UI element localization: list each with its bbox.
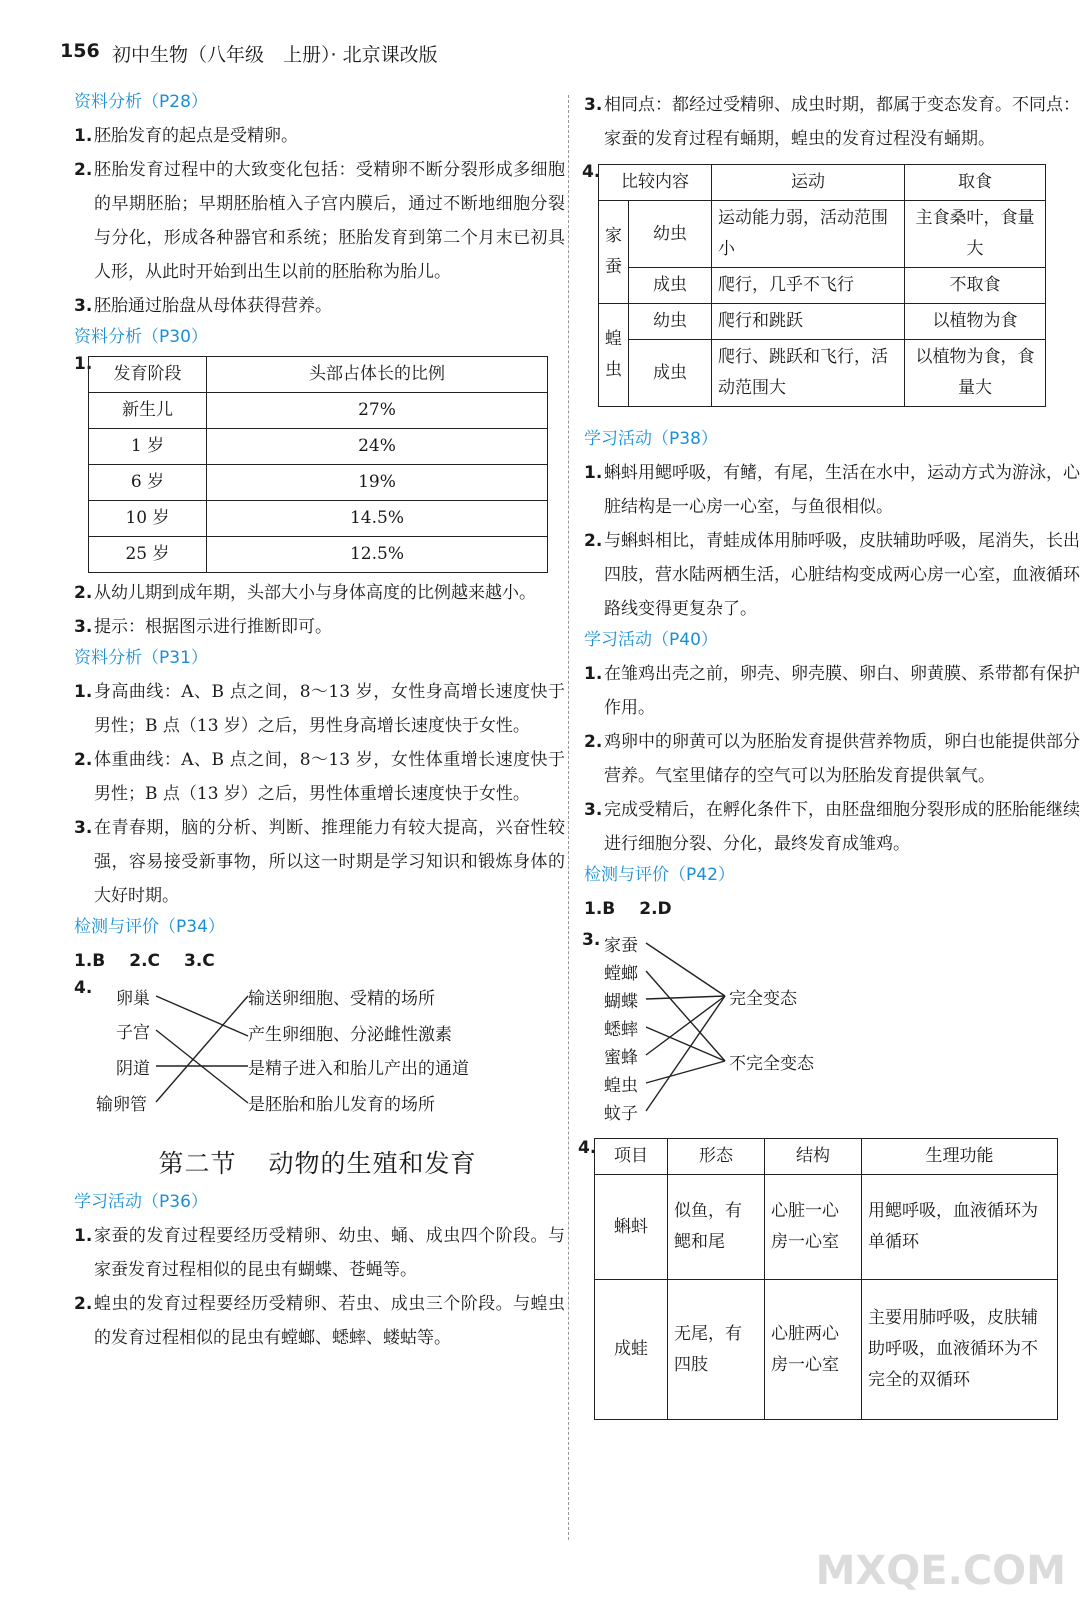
table-cell: 爬行，几乎不飞行 [712, 268, 905, 304]
silkworm-locust-table [598, 164, 1046, 407]
table-cell: 25 岁 [89, 537, 207, 573]
match-left-item: 输卵管 [96, 1095, 147, 1115]
item-number: 3. [74, 296, 93, 316]
table-row [599, 340, 1046, 407]
watermark: MXQE.COM [815, 1548, 1066, 1594]
item-number: 4. [74, 978, 93, 998]
table-cell: 蝗虫 [599, 304, 629, 407]
left-column [70, 88, 565, 1355]
answer-item [584, 657, 1080, 725]
table-cell: 1 岁 [89, 429, 207, 465]
table-cell: 幼虫 [629, 201, 712, 268]
match-right-item: 输送卵细胞、受精的场所 [248, 989, 435, 1009]
section-title: 资料分析（P28） [74, 92, 208, 112]
table-cell: 运动能力弱，活动范围小 [712, 201, 905, 268]
answer-item [584, 524, 1080, 626]
match-left-item: 阴道 [116, 1059, 150, 1079]
item-number: 3. [74, 617, 93, 637]
table-cell: 不取食 [905, 268, 1046, 304]
table-row [599, 268, 1046, 304]
table-cell: 以植物为食 [905, 304, 1046, 340]
match-right-item: 是精子进入和胎儿产出的通道 [248, 1059, 469, 1079]
table-row [599, 201, 1046, 268]
item-text: 蝗虫的发育过程要经历受精卵、若虫、成虫三个阶段。与蝗虫的发育过程相似的昆虫有螳螂、蟋蟀、蝼蛄等。 [94, 1294, 565, 1348]
table-cell: 似鱼，有鳃和尾 [668, 1175, 765, 1280]
item-number: 1. [74, 354, 93, 374]
table-cell: 爬行和跳跃 [712, 304, 905, 340]
head-ratio-table-block [70, 354, 565, 576]
comparison-table-block [580, 160, 1080, 425]
frog-table-block [580, 1138, 1080, 1428]
table-cell: 家蚕 [599, 201, 629, 304]
answer-item [584, 88, 1080, 156]
answer-item [74, 119, 565, 153]
choice-answers [584, 892, 1080, 926]
table-cell: 无尾，有四肢 [668, 1280, 765, 1420]
item-number: 1. [74, 126, 93, 146]
insect-label: 蚊子 [604, 1104, 638, 1124]
item-number: 3. [584, 95, 603, 115]
item-text: 蝌蚪用鳃呼吸，有鳍，有尾，生活在水中，运动方式为游泳，心脏结构是一心房一心室，与鱼很相似。 [604, 463, 1080, 517]
item-number: 2. [584, 732, 603, 752]
item-number: 3. [582, 930, 601, 950]
item-number: 2. [74, 1294, 93, 1314]
table-cell: 心脏两心房一心室 [765, 1280, 862, 1420]
item-text: 身高曲线：A、B 点之间，8～13 岁，女性身高增长速度快于男性；B 点（13 岁）之后，男性身高增长速度快于女性。 [94, 682, 565, 736]
item-text: 从幼儿期到成年期，头部大小与身体高度的比例越来越小。 [94, 583, 536, 603]
table-cell: 新生儿 [89, 393, 207, 429]
section-title: 资料分析（P31） [74, 648, 208, 668]
answer-item [74, 610, 565, 644]
section-heading [70, 1144, 565, 1180]
matching-diagram [70, 978, 565, 1128]
item-text: 体重曲线：A、B 点之间，8～13 岁，女性体重增长速度快于男性；B 点（13 岁）之后，男性体重增长速度快于女性。 [94, 750, 565, 804]
insect-label: 蝴蝶 [604, 992, 638, 1012]
match-left-item: 子宫 [116, 1023, 150, 1043]
table-row [89, 537, 548, 573]
table-cell: 成虫 [629, 340, 712, 407]
item-text: 在雏鸡出壳之前，卵壳、卵壳膜、卵白、卵黄膜、系带都有保护作用。 [604, 664, 1080, 718]
table-header-cell: 项目 [595, 1139, 668, 1175]
item-number: 4. [578, 1138, 597, 1158]
item-text: 胚胎发育的起点是受精卵。 [94, 126, 298, 146]
item-text: 胚胎发育过程中的大致变化包括：受精卵不断分裂形成多细胞的早期胚胎；早期胚胎植入子宫内膜后，通过不断地细胞分裂与分化，形成各种器官和系统；胚胎发育到第二个月末已初具人形，从此时开始到出生以前的胚胎称为胎儿。 [94, 160, 565, 282]
item-text: 与蝌蚪相比，青蛙成体用肺呼吸，皮肤辅助呼吸，尾消失，长出四肢，营水陆两栖生活，心脏结构变成两心房一心室，血液循环路线变得更复杂了。 [604, 531, 1080, 619]
table-header-row [595, 1139, 1058, 1175]
section-title: 学习活动（P38） [584, 429, 718, 449]
section-title: 学习活动（P36） [74, 1192, 208, 1212]
right-column [580, 88, 1080, 1428]
answer-item [74, 811, 565, 913]
item-number: 2. [74, 583, 93, 603]
table-cell: 主食桑叶，食量大 [905, 201, 1046, 268]
table-cell: 14.5% [207, 501, 548, 537]
table-header-row [599, 165, 1046, 201]
insect-label: 家蚕 [604, 936, 638, 956]
table-row [89, 465, 548, 501]
metamorphosis-type: 不完全变态 [729, 1054, 814, 1074]
metamorphosis-matching [580, 926, 1080, 1126]
insect-label: 蟋蟀 [604, 1020, 638, 1040]
table-header-cell: 形态 [668, 1139, 765, 1175]
table-header-cell: 结构 [765, 1139, 862, 1175]
choice-answer: 3.C [184, 951, 215, 971]
table-cell: 以植物为食，食量大 [905, 340, 1046, 407]
table-header-cell: 发育阶段 [89, 357, 207, 393]
answer-item [74, 743, 565, 811]
table-header-cell: 头部占体长的比例 [207, 357, 548, 393]
item-number: 3. [584, 800, 603, 820]
choice-answers [74, 944, 565, 978]
item-number: 1. [74, 682, 93, 702]
table-row [89, 429, 548, 465]
item-number: 3. [74, 818, 93, 838]
item-number: 1. [74, 1226, 93, 1246]
answer-item [74, 153, 565, 289]
answer-item [584, 793, 1080, 861]
item-text: 相同点：都经过受精卵、成虫时期，都属于变态发育。不同点：家蚕的发育过程有蛹期，蝗虫的发育过程没有蛹期。 [604, 95, 1080, 149]
table-cell: 心脏一心房一心室 [765, 1175, 862, 1280]
table-header-cell: 运动 [712, 165, 905, 201]
item-number: 4. [582, 162, 601, 182]
table-cell: 幼虫 [629, 304, 712, 340]
page-title: 初中生物（八年级 上册）· 北京课改版 [112, 44, 438, 66]
table-cell: 12.5% [207, 537, 548, 573]
choice-answer: 2.D [639, 899, 672, 919]
head-ratio-table [88, 356, 548, 573]
match-left-item: 卵巢 [116, 989, 150, 1009]
table-cell: 10 岁 [89, 501, 207, 537]
answer-item [74, 675, 565, 743]
answer-item [74, 1287, 565, 1355]
metamorphosis-type: 完全变态 [729, 989, 797, 1009]
table-cell: 主要用肺呼吸，皮肤辅助呼吸，血液循环为不完全的双循环 [862, 1280, 1058, 1420]
table-cell: 用鳃呼吸，血液循环为单循环 [862, 1175, 1058, 1280]
match-right-item: 是胚胎和胎儿发育的场所 [248, 1095, 435, 1115]
table-row [595, 1175, 1058, 1280]
section-heading-title: 动物的生殖和发育 [268, 1149, 477, 1178]
item-text: 完成受精后，在孵化条件下，由胚盘细胞分裂形成的胚胎能继续进行细胞分裂、分化，最终发育成雏鸡。 [604, 800, 1080, 854]
item-number: 2. [74, 160, 93, 180]
column-divider [568, 95, 569, 1540]
table-row [595, 1280, 1058, 1420]
answer-item [584, 456, 1080, 524]
answer-item [584, 725, 1080, 793]
table-header-cell: 取食 [905, 165, 1046, 201]
table-row [599, 304, 1046, 340]
answer-item [74, 289, 565, 323]
table-cell: 成蛙 [595, 1280, 668, 1420]
item-text: 家蚕的发育过程要经历受精卵、幼虫、蛹、成虫四个阶段。与家蚕发育过程相似的昆虫有蝴蝶、苍蝇等。 [94, 1226, 565, 1280]
insect-label: 蝗虫 [604, 1076, 638, 1096]
choice-answer: 1.B [584, 899, 616, 919]
table-cell: 24% [207, 429, 548, 465]
table-cell: 成虫 [629, 268, 712, 304]
answer-item [74, 1219, 565, 1287]
choice-answer: 1.B [74, 951, 106, 971]
table-row [89, 393, 548, 429]
table-cell: 19% [207, 465, 548, 501]
section-title: 检测与评价（P42） [584, 865, 735, 885]
item-number: 2. [584, 531, 603, 551]
item-text: 胚胎通过胎盘从母体获得营养。 [94, 296, 332, 316]
answer-item [74, 576, 565, 610]
tadpole-frog-table [594, 1138, 1058, 1420]
table-cell: 27% [207, 393, 548, 429]
table-row [89, 501, 548, 537]
table-cell: 蝌蚪 [595, 1175, 668, 1280]
item-number: 2. [74, 750, 93, 770]
item-number: 1. [584, 664, 603, 684]
choice-answer: 2.C [129, 951, 161, 971]
table-cell: 6 岁 [89, 465, 207, 501]
item-text: 鸡卵中的卵黄可以为胚胎发育提供营养物质，卵白也能提供部分营养。气室里储存的空气可以为胚胎发育提供氧气。 [604, 732, 1080, 786]
insect-label: 蜜蜂 [604, 1048, 638, 1068]
page-number: 156 [60, 40, 100, 62]
table-header-row [89, 357, 548, 393]
section-title: 资料分析（P30） [74, 327, 208, 347]
table-header-cell: 生理功能 [862, 1139, 1058, 1175]
table-cell: 爬行、跳跃和飞行，活动范围大 [712, 340, 905, 407]
table-header-cell: 比较内容 [599, 165, 712, 201]
item-text: 在青春期，脑的分析、判断、推理能力有较大提高，兴奋性较强，容易接受新事物，所以这一时期是学习知识和锻炼身体的大好时期。 [94, 818, 565, 906]
item-number: 1. [584, 463, 603, 483]
item-text: 提示：根据图示进行推断即可。 [94, 617, 332, 637]
section-heading-number: 第二节 [158, 1149, 237, 1178]
match-right-item: 产生卵细胞、分泌雌性激素 [248, 1025, 452, 1045]
section-title: 学习活动（P40） [584, 630, 718, 650]
section-title: 检测与评价（P34） [74, 917, 225, 937]
insect-label: 螳螂 [604, 964, 638, 984]
